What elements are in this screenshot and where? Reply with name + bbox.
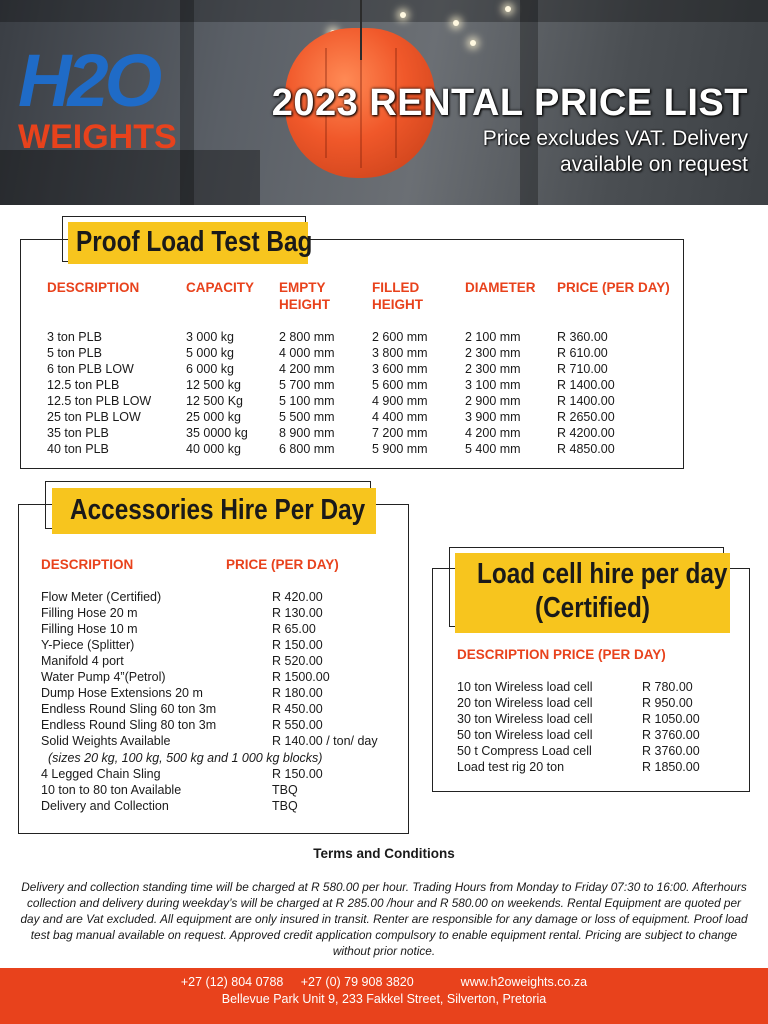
plb-cell-empty-height: 4 200 mm	[279, 362, 335, 376]
plb-cell-filled-height: 4 400 mm	[372, 410, 428, 424]
plb-cell-diameter: 4 200 mm	[465, 426, 521, 440]
plb-cell-diameter: 2 900 mm	[465, 394, 521, 408]
plb-col-diameter: DIAMETER	[465, 280, 536, 295]
plb-cell-diameter: 2 100 mm	[465, 330, 521, 344]
plb-cell-diameter: 5 400 mm	[465, 442, 521, 456]
terms-body: Delivery and collection standing time will be charged at R 580.00 per hour. Trading Hours from Monday to Friday 07:30 to 16:00. Afterhours collection and delivery during weekday’s will be charged at R 285.00 /hour and R 580.00 on weekends. Rental Equipment are quoted per day and are Vat excluded. All equipment are only insured in transit. Renter are responsible for any damage or loss of equipment. Proof load test bag manual available on request. Approved credit application compulsory to enable equipment rental. Pricing are subject to change without prior notice.	[20, 880, 748, 958]
loadcell-cell-price: R 3760.00	[642, 744, 700, 758]
plb-cell-capacity: 3 000 kg	[186, 330, 234, 344]
plb-cell-capacity: 12 500 Kg	[186, 394, 243, 408]
plb-cell-filled-height: 5 900 mm	[372, 442, 428, 456]
terms-title: Terms and Conditions	[313, 846, 455, 861]
plb-cell-description: 6 ton PLB LOW	[47, 362, 134, 376]
acc-cell-price: R 130.00	[272, 606, 323, 620]
loadcell-cell-description: 50 ton Wireless load cell	[457, 728, 593, 742]
plb-cell-price: R 360.00	[557, 330, 608, 344]
acc-cell-price: R 550.00	[272, 718, 323, 732]
acc-cell-price: R 150.00	[272, 638, 323, 652]
acc-cell-description: Filling Hose 10 m	[41, 622, 138, 636]
plb-cell-description: 40 ton PLB	[47, 442, 109, 456]
loadcell-cell-description: 10 ton Wireless load cell	[457, 680, 593, 694]
plb-cell-capacity: 5 000 kg	[186, 346, 234, 360]
plb-cell-filled-height: 7 200 mm	[372, 426, 428, 440]
plb-col-price: PRICE (PER DAY)	[557, 280, 670, 295]
plb-cell-filled-height: 3 600 mm	[372, 362, 428, 376]
plb-cell-capacity: 40 000 kg	[186, 442, 241, 456]
footer-bar	[0, 968, 768, 1024]
page-title: 2023 RENTAL PRICE LIST	[271, 82, 748, 124]
plb-cell-description: 35 ton PLB	[47, 426, 109, 440]
plb-col-filled-height: FILLED HEIGHT	[372, 280, 424, 312]
loadcell-cell-price: R 3760.00	[642, 728, 700, 742]
acc-cell-price: R 450.00	[272, 702, 323, 716]
plb-cell-description: 3 ton PLB	[47, 330, 102, 344]
plb-cell-empty-height: 5 700 mm	[279, 378, 335, 392]
plb-cell-price: R 4850.00	[557, 442, 615, 456]
acc-cell-description: 4 Legged Chain Sling	[41, 767, 161, 781]
loadcell-cell-description: 20 ton Wireless load cell	[457, 696, 593, 710]
h2o-weights-logo: H2O WEIGHTS	[18, 39, 177, 156]
plb-col-description: DESCRIPTION	[47, 280, 140, 295]
acc-cell-price: TBQ	[272, 799, 298, 813]
plb-cell-filled-height: 5 600 mm	[372, 378, 428, 392]
loadcell-cell-price: R 1850.00	[642, 760, 700, 774]
loadcell-cell-description: 30 ton Wireless load cell	[457, 712, 593, 726]
plb-cell-description: 12.5 ton PLB LOW	[47, 394, 152, 408]
acc-cell-description: Y-Piece (Splitter)	[41, 638, 135, 652]
acc-cell-description: Solid Weights Available	[41, 734, 171, 748]
loadcell-cell-description: Load test rig 20 ton	[457, 760, 565, 774]
acc-cell-price: R 65.00	[272, 622, 316, 636]
plb-cell-empty-height: 2 800 mm	[279, 330, 335, 344]
acc-note: (sizes 20 kg, 100 kg, 500 kg and 1 000 kg blocks)	[48, 751, 323, 765]
plb-cell-empty-height: 5 100 mm	[279, 394, 335, 408]
plb-cell-empty-height: 6 800 mm	[279, 442, 335, 456]
loadcell-cell-price: R 950.00	[642, 696, 693, 710]
plb-heading: Proof Load Test Bag	[68, 222, 308, 264]
plb-cell-empty-height: 5 500 mm	[279, 410, 335, 424]
plb-cell-price: R 710.00	[557, 362, 608, 376]
plb-cell-price: R 4200.00	[557, 426, 615, 440]
plb-col-capacity: CAPACITY	[186, 280, 255, 295]
loadcell-cell-price: R 780.00	[642, 680, 693, 694]
acc-cell-description: Water Pump 4”(Petrol)	[41, 670, 166, 684]
plb-cell-filled-height: 3 800 mm	[372, 346, 428, 360]
plb-cell-filled-height: 2 600 mm	[372, 330, 428, 344]
acc-cell-description: 10 ton to 80 ton Available	[41, 783, 182, 797]
acc-col-price: PRICE (PER DAY)	[226, 557, 339, 572]
acc-cell-price: R 140.00 / ton/ day	[272, 734, 378, 748]
loadcell-cell-price: R 1050.00	[642, 712, 700, 726]
acc-cell-price: R 520.00	[272, 654, 323, 668]
plb-cell-diameter: 2 300 mm	[465, 362, 521, 376]
page-subtitle: Price excludes VAT. Delivery available on request	[482, 127, 748, 176]
loadcell-heading: Load cell hire per day (Certified)	[455, 553, 730, 633]
plb-cell-capacity: 35 0000 kg	[186, 426, 248, 440]
loadcell-col-header: DESCRIPTION PRICE (PER DAY)	[457, 647, 666, 662]
acc-cell-description: Filling Hose 20 m	[41, 606, 138, 620]
plb-col-empty-height: EMPTY HEIGHT	[279, 280, 331, 312]
plb-cell-price: R 1400.00	[557, 394, 615, 408]
plb-cell-price: R 1400.00	[557, 378, 615, 392]
acc-cell-description: Endless Round Sling 60 ton 3m	[41, 702, 217, 716]
acc-cell-description: Dump Hose Extensions 20 m	[41, 686, 203, 700]
plb-cell-empty-height: 8 900 mm	[279, 426, 335, 440]
plb-cell-capacity: 6 000 kg	[186, 362, 234, 376]
acc-cell-price: TBQ	[272, 783, 298, 797]
acc-cell-description: Flow Meter (Certified)	[41, 590, 162, 604]
footer-address: Bellevue Park Unit 9, 233 Fakkel Street, Silverton, Pretoria	[221, 992, 547, 1006]
plb-cell-description: 12.5 ton PLB	[47, 378, 120, 392]
acc-cell-price: R 1500.00	[272, 670, 330, 684]
plb-cell-empty-height: 4 000 mm	[279, 346, 335, 360]
acc-cell-price: R 420.00	[272, 590, 323, 604]
acc-cell-description: Endless Round Sling 80 ton 3m	[41, 718, 217, 732]
plb-cell-diameter: 3 900 mm	[465, 410, 521, 424]
loadcell-cell-description: 50 t Compress Load cell	[457, 744, 592, 758]
acc-cell-description: Manifold 4 port	[41, 654, 124, 668]
plb-cell-filled-height: 4 900 mm	[372, 394, 428, 408]
accessories-heading: Accessories Hire Per Day	[52, 488, 376, 534]
footer-phone-2[interactable]: +27 (0) 79 908 3820	[300, 975, 414, 989]
acc-cell-description: Delivery and Collection	[41, 799, 169, 813]
plb-cell-capacity: 12 500 kg	[186, 378, 241, 392]
plb-cell-diameter: 2 300 mm	[465, 346, 521, 360]
plb-cell-price: R 610.00	[557, 346, 608, 360]
header-banner	[0, 0, 768, 205]
plb-cell-description: 25 ton PLB LOW	[47, 410, 141, 424]
acc-cell-price: R 150.00	[272, 767, 323, 781]
plb-cell-price: R 2650.00	[557, 410, 615, 424]
plb-cell-diameter: 3 100 mm	[465, 378, 521, 392]
footer-website-link[interactable]: www.h2oweights.co.za	[460, 975, 588, 989]
acc-col-description: DESCRIPTION	[41, 557, 134, 572]
footer-phone-1[interactable]: +27 (12) 804 0788	[180, 975, 284, 989]
plb-cell-description: 5 ton PLB	[47, 346, 102, 360]
plb-cell-capacity: 25 000 kg	[186, 410, 241, 424]
acc-cell-price: R 180.00	[272, 686, 323, 700]
